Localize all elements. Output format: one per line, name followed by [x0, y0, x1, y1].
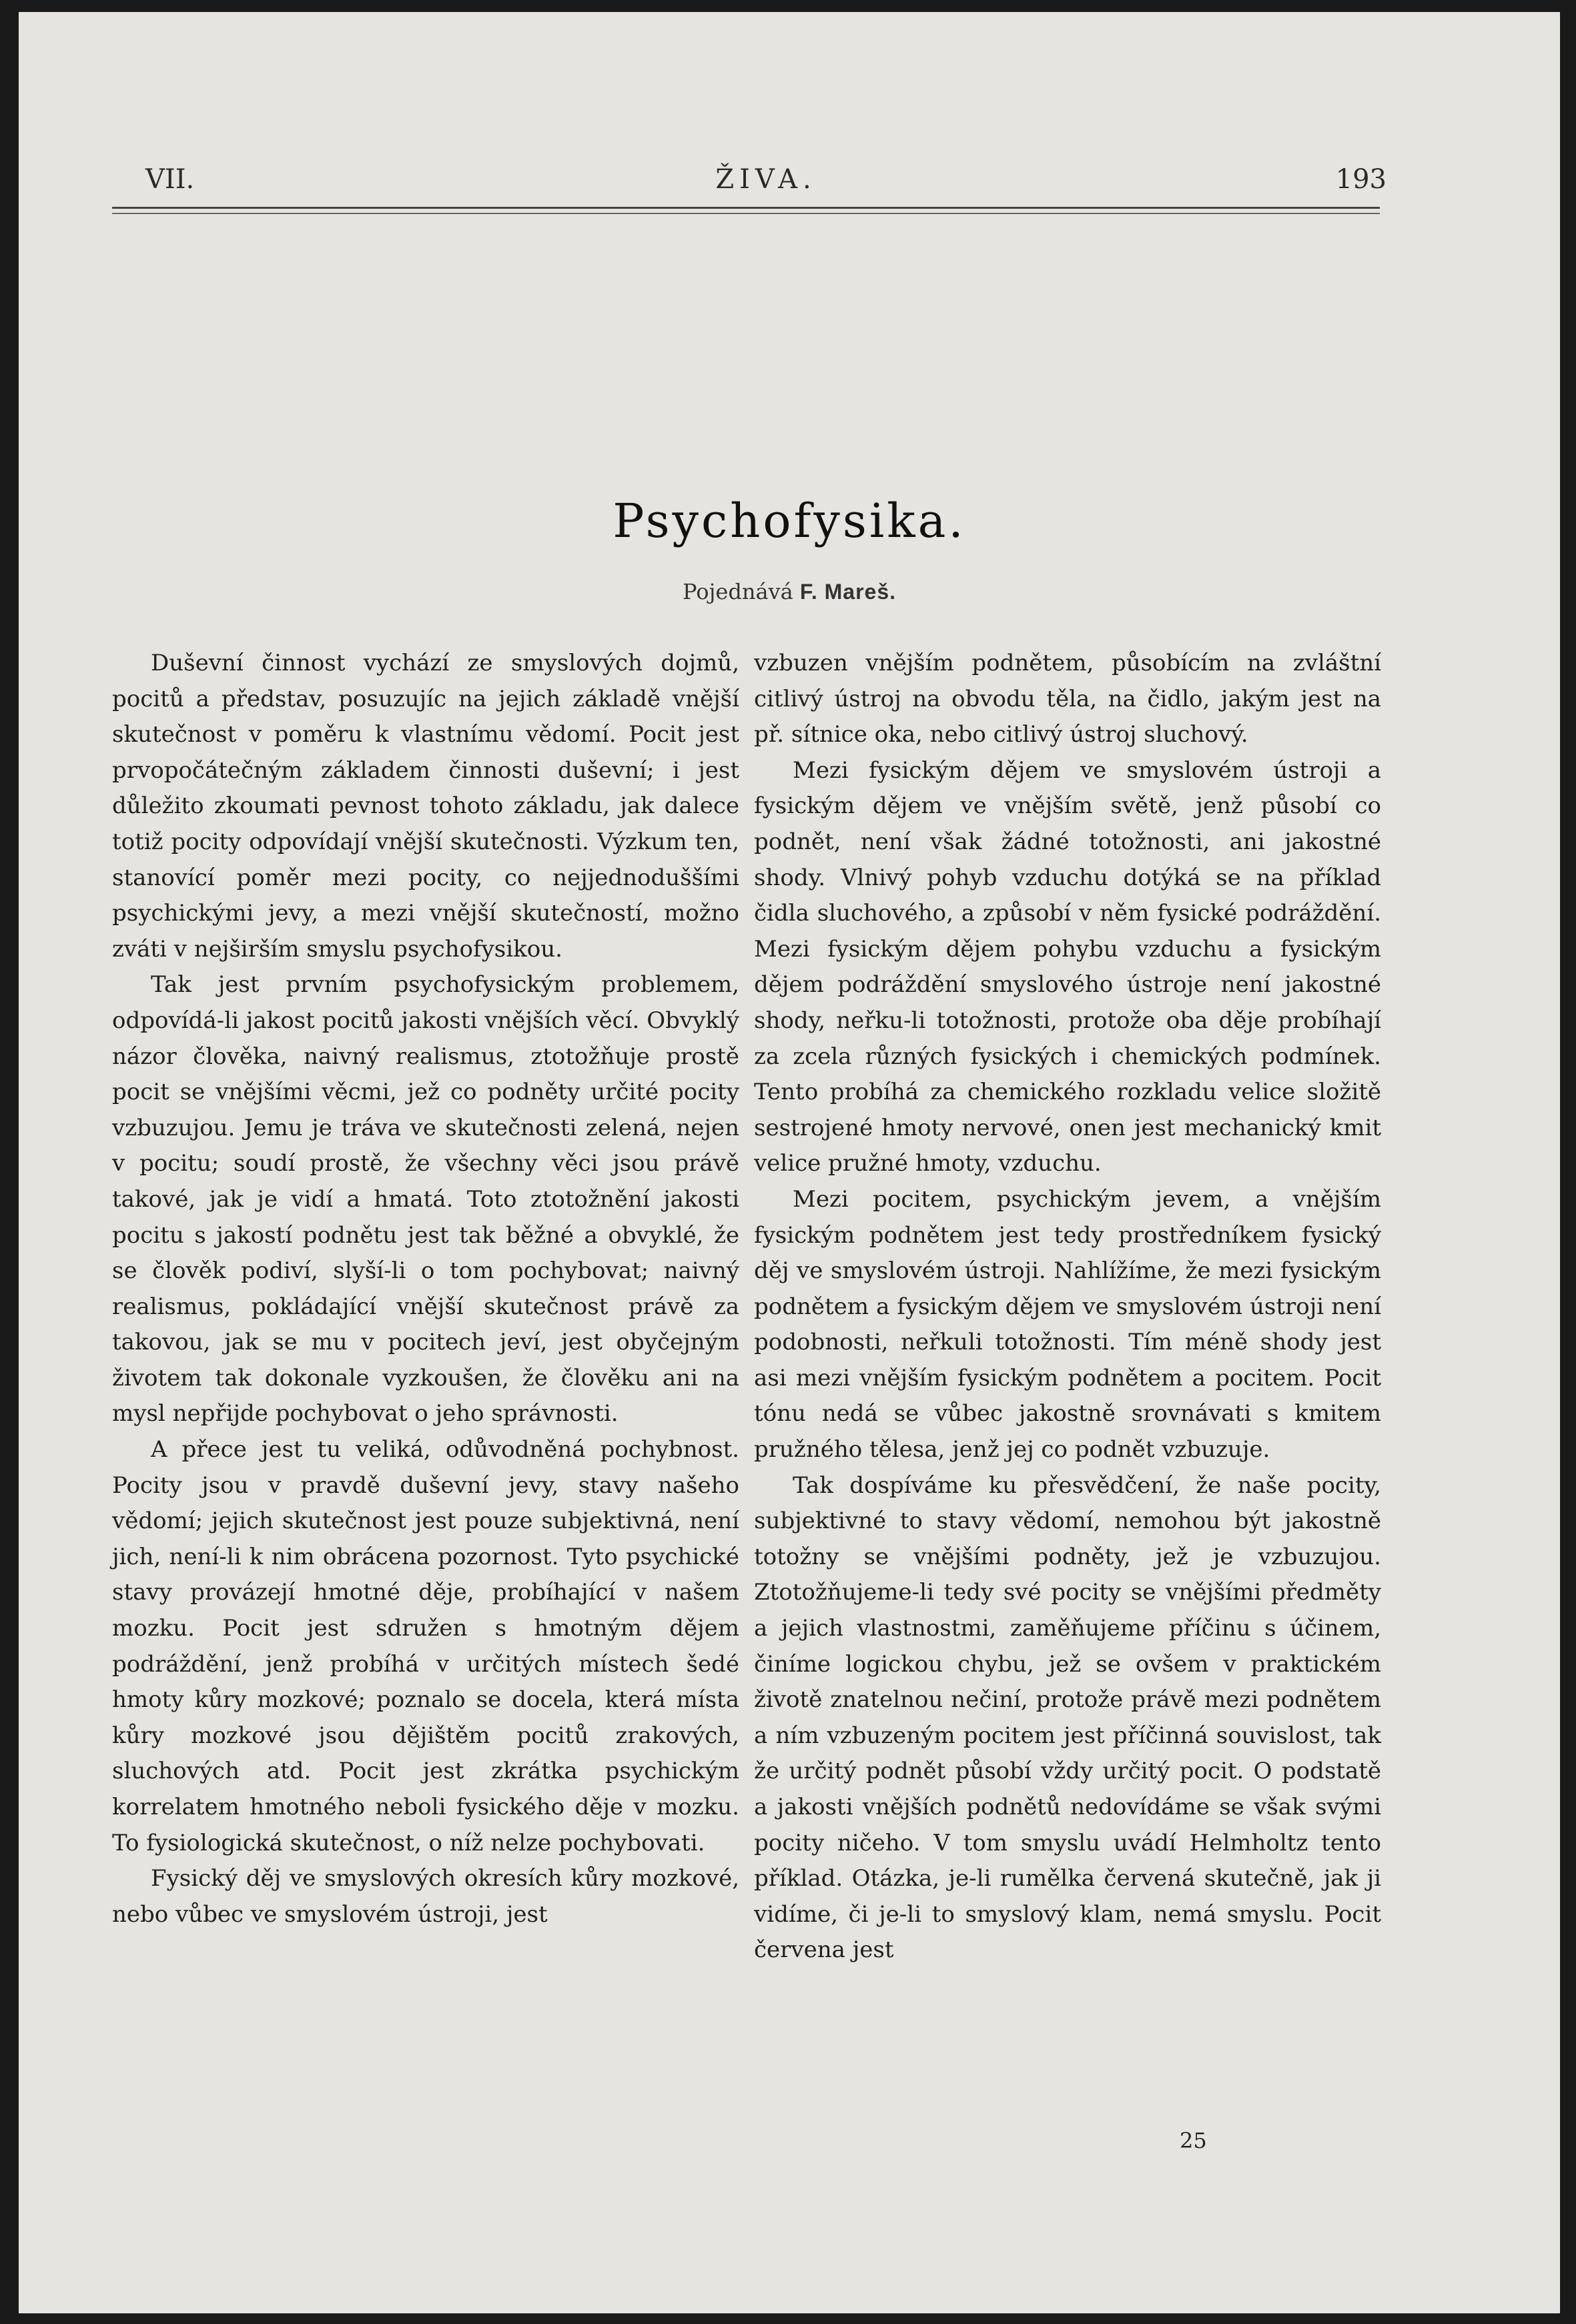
paragraph: Mezi pocitem, psychickým jevem, a vnějším fysickým podnětem jest tedy prostředníkem fysický děj ve smyslovém ústroji. Nahlížíme, že mezi fysickým podnětem a fysickým dějem ve smyslovém ústroji není podobnosti, neřkuli totožnosti. Tím méně shody jest asi mezi vnějším fysickým podnětem a pocitem. Pocit tónu nedá se vůbec jakostně srovnávati s kmitem pružného tělesa, jenž jej co podnět vzbuzuje.	[754, 1185, 1381, 1464]
running-header	[145, 164, 1387, 204]
page	[19, 12, 1560, 2313]
left-column	[112, 646, 739, 2100]
byline	[19, 579, 1560, 604]
right-column	[754, 646, 1381, 2100]
paragraph: Tak jest prvním psychofysickým problemem, odpovídá-li jakost pocitů jakosti vnějších věcí. Obvyklý názor člověka, naivný realismus, ztotožňuje prostě pocit se vnějšími věcmi, jež co podněty určité pocity vzbuzujou. Jemu je tráva ve skutečnosti zelená, nejen v pocitu; soudí prostě, že všechny věci jsou právě takové, jak je vidí a hmatá. Toto ztotožnění jakosti pocitu s jakostí podnětu jest tak běžné a obvyklé, že se člověk podiví, slyší-li o tom pochybovat; naivný realismus, pokládající vnější skutečnost právě za takovou, jak se mu v pocitech jeví, jest obyčejným životem tak dokonale vyzkoušen, že člověku ani na mysl nepřijde pochybovat o jeho správnosti.	[112, 971, 739, 1427]
signature-mark: 25	[1180, 2128, 1207, 2153]
page-number: 193	[1335, 164, 1387, 195]
paragraph: vzbuzen vnějším podnětem, působícím na zvláštní citlivý ústroj na obvodu těla, na čidlo, jakým jest na př. sítnice oka, nebo citlivý ústroj sluchový.	[754, 650, 1381, 748]
paragraph: Tak dospíváme ku přesvědčení, že naše pocity, subjektivné to stavy vědomí, nemohou být jakostně totožny se vnějšími podněty, jež je vzbuzujou. Ztotožňujeme-li tedy své pocity se vnějšími předměty a jejich vlastnostmi, zaměňujeme příčinu s účinem, činíme logickou chybu, jež se ovšem v praktickém životě znatelnou nečiní, protože právě mezi podnětem a ním vzbuzeným pocitem jest příčinná souvislost, tak že určitý podnět působí vždy určitý pocit. O podstatě a jakosti vnějších podnětů nedovídáme se však svými pocity ničeho. V tom smyslu uvádí Helmholtz tento příklad. Otázka, je-li rumělka červená skutečně, jak ji vidíme, či je-li to smyslový klam, nemá smyslu. Pocit červena jest	[754, 1472, 1381, 1964]
author-name: F. Mareš.	[799, 580, 897, 604]
paragraph: A přece jest tu veliká, odůvodněná pochybnost. Pocity jsou v pravdě duševní jevy, stavy našeho vědomí; jejich skutečnost jest pouze subjektivná, není jich, není-li k nim obrácena pozornost. Tyto psychické stavy provázejí hmotné děje, probíhající v našem mozku. Pocit jest sdružen s hmotným dějem podráždění, jenž probíhá v určitých místech šedé hmoty kůry mozkové; poznalo se docela, která místa kůry mozkové jsou dějištěm pocitů zrakových, sluchových atd. Pocit jest zkrátka psychickým korrelatem hmotného neboli fysického děje v mozku. To fysiologická skutečnost, o níž nelze pochybovati.	[112, 1436, 739, 1856]
paragraph: Fysický děj ve smyslových okresích kůry mozkové, nebo vůbec ve smyslovém ústroji, jest	[112, 1865, 739, 1928]
paragraph: Mezi fysickým dějem ve smyslovém ústroji a fysickým dějem ve vnějším světě, jenž působí co podnět, není však žádné totožnosti, ani jakostné shody. Vlnivý pohyb vzduchu dotýká se na příklad čidla sluchového, a způsobí v něm fysické podráždění. Mezi fysickým dějem pohybu vzduchu a fysickým dějem podráždění smyslového ústroje není jakostné shody, neřku-li totožnosti, protože oba děje probíhají za zcela různých fysických i chemických podmínek. Tento probíhá za chemického rozkladu velice složitě sestrojené hmoty nervové, onen jest mechanický kmit velice pružné hmoty, vzduchu.	[754, 756, 1381, 1177]
volume-number: VII.	[145, 164, 195, 195]
journal-title: ŽIVA.	[715, 164, 817, 195]
byline-prefix: Pojednává	[682, 579, 793, 604]
header-rule	[112, 207, 1380, 214]
paragraph: Duševní činnost vychází ze smyslových dojmů, pocitů a představ, posuzujíc na jejich základě vnější skutečnost v poměru k vlastnímu vědomí. Pocit jest prvopočátečným základem činnosti duševní; i jest důležito zkoumati pevnost tohoto základu, jak dalece totiž pocity odpovídají vnější skutečnosti. Výzkum ten, stanovící poměr mezi pocity, co nejjednoduššími psychickými jevy, a mezi vnější skutečností, možno zváti v nejširším smyslu psychofysikou.	[112, 650, 739, 963]
article-title: Psychofysika.	[613, 494, 966, 548]
